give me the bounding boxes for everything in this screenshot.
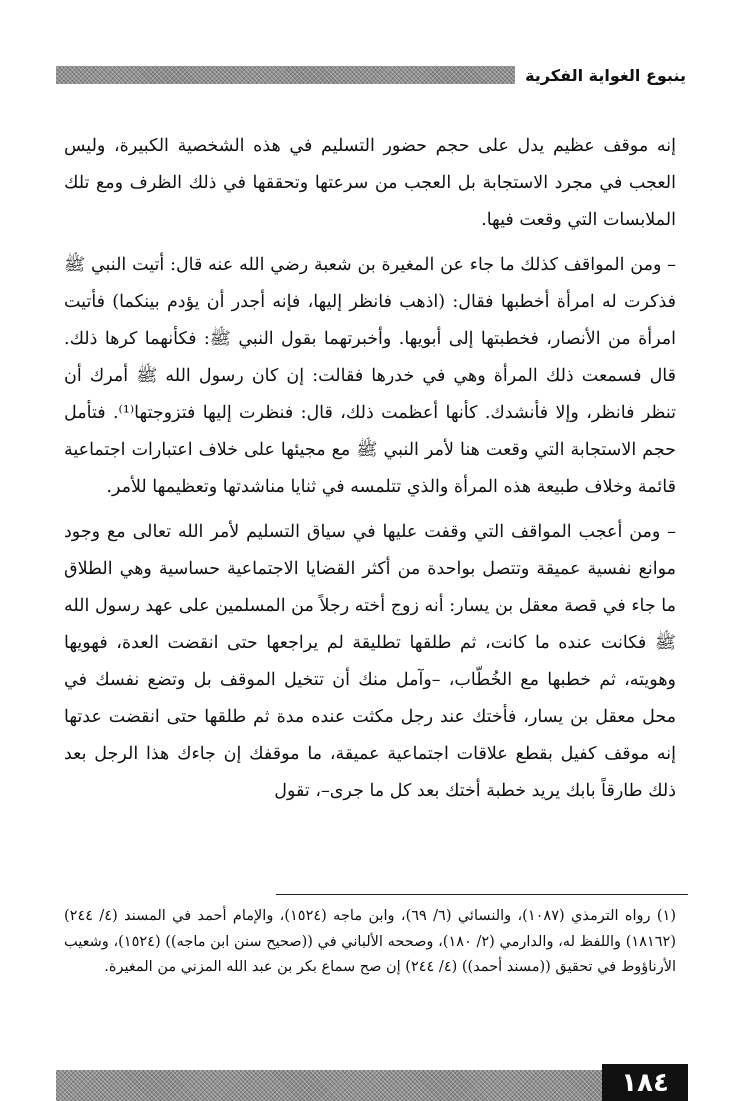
footnote-separator (276, 894, 688, 895)
body-text (64, 128, 676, 810)
paragraph: – ومن المواقف كذلك ما جاء عن المغيرة بن شعبة رضي الله عنه قال: أتيت النبي ﷺ فذكرت له امرأة أخطبها فقال: (اذهب فانظر إليها، فإنه أجدر أن يؤدم بينكما) فأتيت امرأة من الأنصار، فخطبتها إلى أبويها. وأخبرتهما بقول النبي ﷺ: فكأنهما كرها ذلك. قال فسمعت ذلك المرأة وهي في خدرها فقالت: إن كان رسول الله ﷺ أمرك أن تنظر فانظر، وإلا فأنشدك. كأنها أعظمت ذلك، قال: فنظرت إليها فتزوجتها⁽¹⁾. فتأمل حجم الاستجابة التي وقعت هنا لأمر النبي ﷺ مع مجيئها على خلاف اعتبارات اجتماعية قائمة وخلاف طبيعة هذه المرأة والذي تتلمسه في ثنايا مناشدتها وتعظيمها للأمر. (64, 255, 676, 497)
paragraph: إنه موقف عظيم يدل على حجم حضور التسليم في هذه الشخصية الكبيرة، وليس العجب في مجرد الاستجابة بل العجب من سرعتها وتحققها في ذلك الظرف ومع تلك الملابسات التي وقعت فيها. (64, 136, 676, 230)
footnote: (١) رواه الترمذي (١٠٨٧)، والنسائي (٦/ ٦٩)، وابن ماجه (١٥٢٤)، والإمام أحمد في المسند (٤/ ٢٤٤) (١٨١٦٢) واللفظ له، والدارمي (٢/ ١٨٠)، وصححه الألباني في ((صحيح سنن ابن ماجه)) (١٥٢٤)، وشعيب الأرناؤوط في تحقيق ((مسند أحمد)) (٤/ ٢٤٤) إن صح سماع بكر بن عبد الله المزني من المغيرة. (64, 908, 676, 975)
running-title: ينبوع الغواية الفكرية (525, 65, 686, 85)
paragraph: – ومن أعجب المواقف التي وقفت عليها في سياق التسليم لأمر الله تعالى مع وجود موانع نفسية عميقة وتتصل بواحدة من أكثر القضايا الاجتماعية حساسية وهي الطلاق ما جاء في قصة معقل بن يسار: أنه زوج أخته رجلاً من المسلمين على عهد رسول الله ﷺ فكانت عنده ما كانت، ثم طلقها تطليقة لم يراجعها حتى انقضت العدة، فهويها وهويته، ثم خطبها مع الخُطّاب، –وآمل منك أن تتخيل الموقف بل وتضع نفسك في محل معقل بن يسار، فأختك عند رجل مكثت عنده مدة ثم طلقها حتى انقضت عدتها إنه موقف كفيل بقطع علاقات اجتماعية عميقة، ما موقفك إن جاءك هذا الرجل بعد ذلك طارقاً بابك يريد خطبة أختك بعد كل ما جرى–، تقول (64, 522, 676, 801)
header-decorative-band (56, 66, 515, 84)
page-number: ١٨٤ (602, 1064, 688, 1101)
footer-decorative-band (56, 1070, 602, 1101)
running-header (56, 62, 686, 88)
footnotes (64, 904, 676, 981)
